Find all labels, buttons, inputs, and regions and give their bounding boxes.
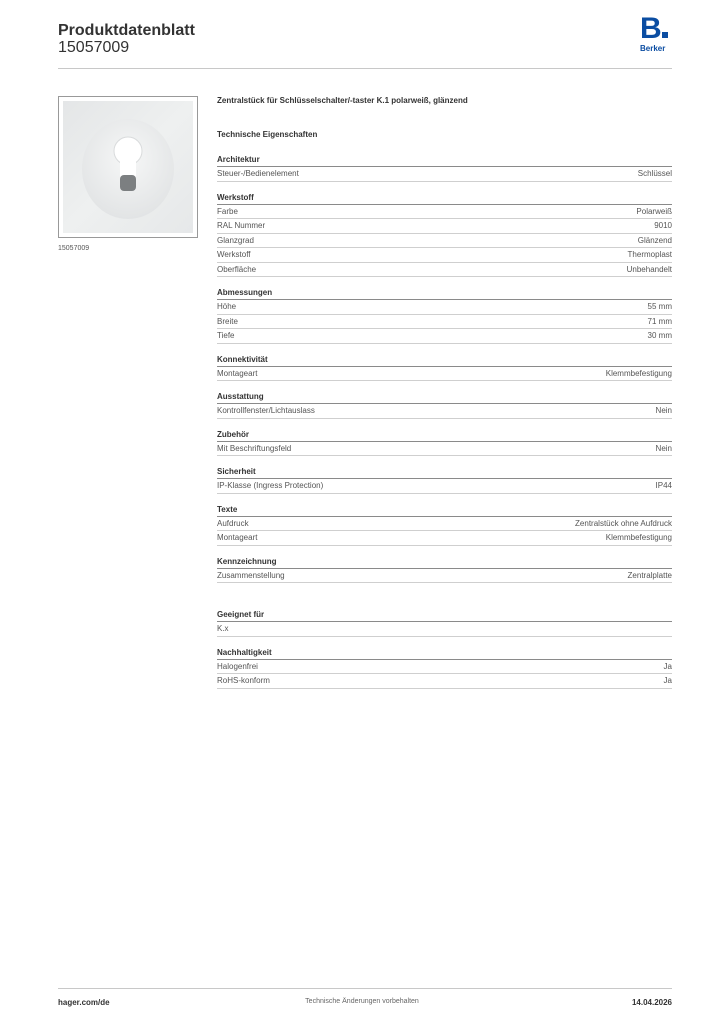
spec-sections bbox=[217, 154, 672, 689]
spec-value: Thermoplast bbox=[627, 250, 672, 259]
section-title: Architektur bbox=[217, 154, 672, 167]
berker-logo bbox=[640, 12, 674, 56]
section-title: Konnektivität bbox=[217, 354, 672, 367]
footer-divider bbox=[58, 988, 672, 989]
footer-website: hager.com/de bbox=[58, 998, 110, 1007]
spec-section bbox=[217, 154, 672, 182]
section-title: Nachhaltigkeit bbox=[217, 647, 672, 660]
spec-value: Klemmbefestigung bbox=[605, 368, 672, 378]
spec-label: K.x bbox=[217, 624, 229, 633]
spec-value: Glänzend bbox=[637, 235, 672, 245]
logo-text: Berker bbox=[640, 44, 666, 53]
keyhole-plate-image bbox=[63, 101, 193, 233]
section-title: Abmessungen bbox=[217, 287, 672, 300]
doc-title: Produktdatenblatt bbox=[58, 22, 195, 39]
spec-value: Unbehandelt bbox=[626, 264, 672, 274]
spec-value: 71 mm bbox=[647, 316, 672, 326]
spec-label: Montageart bbox=[217, 368, 258, 378]
spec-value: Nein bbox=[655, 443, 672, 453]
product-name: Zentralstück für Schlüsselschalter/-taster K.1 polarweiß, glänzend bbox=[217, 96, 468, 105]
spec-value: Schlüssel bbox=[637, 169, 672, 178]
spec-row bbox=[217, 167, 672, 182]
footer-disclaimer: Technische Änderungen vorbehalten bbox=[305, 998, 419, 1005]
spec-value: 55 mm bbox=[647, 302, 672, 311]
spec-label: Aufdruck bbox=[217, 518, 249, 528]
spec-row bbox=[217, 205, 672, 220]
spec-section bbox=[217, 429, 672, 457]
doc-number: 15057009 bbox=[58, 39, 130, 56]
spec-label: Oberfläche bbox=[217, 264, 257, 274]
photo-caption: 15057009 bbox=[58, 245, 90, 252]
spec-row bbox=[217, 660, 672, 675]
spec-value: Zentralstück ohne Aufdruck bbox=[575, 518, 672, 528]
spec-value: Nein bbox=[655, 406, 672, 415]
section-title: Sicherheit bbox=[217, 466, 672, 479]
spec-row bbox=[217, 248, 672, 263]
logo-dot bbox=[662, 32, 668, 38]
spec-label: Höhe bbox=[217, 302, 237, 311]
keyhole-shadow bbox=[120, 175, 136, 191]
spec-row bbox=[217, 479, 672, 494]
spec-row bbox=[217, 329, 672, 344]
spec-row bbox=[217, 442, 672, 457]
spec-row bbox=[217, 219, 672, 234]
spec-row bbox=[217, 531, 672, 546]
spec-content bbox=[217, 96, 672, 689]
section-title: Geeignet für bbox=[217, 609, 672, 622]
spec-row bbox=[217, 234, 672, 249]
logo-mark: B bbox=[640, 12, 661, 45]
spec-row bbox=[217, 367, 672, 382]
footer-date: 14.04.2026 bbox=[631, 998, 672, 1007]
spec-row bbox=[217, 517, 672, 532]
section-title: Kennzeichnung bbox=[217, 556, 672, 569]
spec-row bbox=[217, 404, 672, 419]
spec-section bbox=[217, 391, 672, 419]
spec-section bbox=[217, 466, 672, 494]
spec-section bbox=[217, 609, 672, 637]
section-title: Zubehör bbox=[217, 429, 672, 442]
spec-value: 30 mm bbox=[647, 331, 672, 340]
spec-row bbox=[217, 622, 672, 637]
spec-value: Ja bbox=[663, 676, 672, 685]
spec-value: Klemmbefestigung bbox=[605, 533, 672, 542]
spec-row bbox=[217, 569, 672, 584]
spec-label: Zusammenstellung bbox=[217, 570, 285, 580]
spec-row bbox=[217, 300, 672, 315]
section-title: Texte bbox=[217, 504, 672, 517]
spec-label: IP-Klasse (Ingress Protection) bbox=[217, 481, 324, 490]
spec-heading: Technische Eigenschaften bbox=[217, 130, 318, 139]
spec-section bbox=[217, 354, 672, 382]
spec-section bbox=[217, 556, 672, 584]
spec-row bbox=[217, 674, 672, 689]
product-photo bbox=[58, 96, 198, 238]
spec-label: RoHS-konform bbox=[217, 676, 270, 685]
spec-label: Farbe bbox=[217, 206, 238, 216]
section-title: Ausstattung bbox=[217, 391, 672, 404]
spec-section bbox=[217, 287, 672, 344]
spec-label: Werkstoff bbox=[217, 250, 251, 259]
spec-value: Polarweiß bbox=[636, 206, 672, 216]
spec-label: Montageart bbox=[217, 533, 258, 542]
spec-label: Steuer-/Bedienelement bbox=[217, 169, 299, 178]
spec-section bbox=[217, 647, 672, 689]
spec-value: IP44 bbox=[655, 481, 672, 490]
spec-section bbox=[217, 504, 672, 546]
spec-label: Halogenfrei bbox=[217, 661, 258, 671]
spec-label: Mit Beschriftungsfeld bbox=[217, 443, 292, 453]
spec-value: Ja bbox=[663, 661, 672, 671]
header-divider bbox=[58, 68, 672, 69]
spec-value: Zentralplatte bbox=[627, 570, 672, 580]
spec-row bbox=[217, 263, 672, 278]
section-title: Werkstoff bbox=[217, 192, 672, 205]
spec-value: 9010 bbox=[654, 221, 672, 230]
spec-section bbox=[217, 192, 672, 278]
spec-label: Breite bbox=[217, 316, 238, 326]
spec-label: Tiefe bbox=[217, 331, 235, 340]
spec-label: RAL Nummer bbox=[217, 221, 266, 230]
spec-label: Kontrollfenster/Lichtauslass bbox=[217, 406, 315, 415]
spec-row bbox=[217, 315, 672, 330]
spec-label: Glanzgrad bbox=[217, 235, 254, 245]
